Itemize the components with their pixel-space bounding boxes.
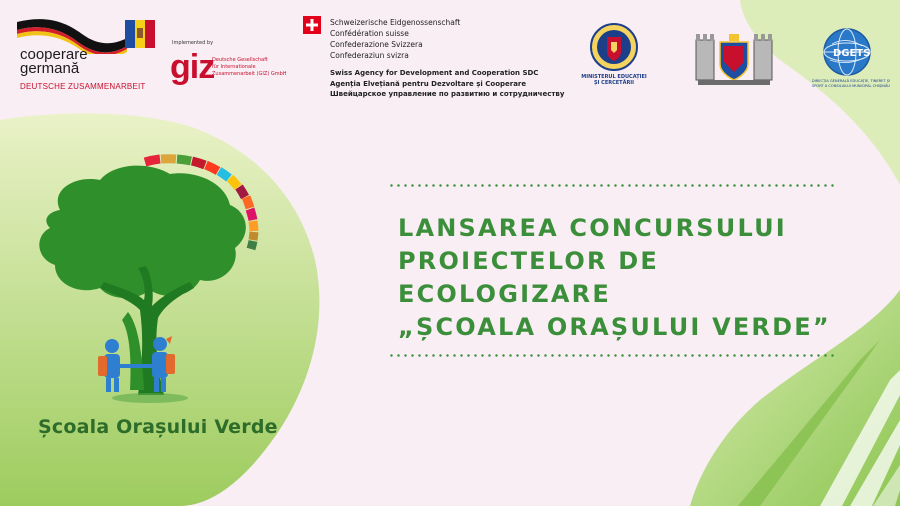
school-tree-logo [30,150,270,412]
cooperare-germana-wordmark: cooperare germană [20,46,88,77]
headline-line-3: ECOLOGIZARE [398,280,611,308]
headline-line-1: LANSAREA CONCURSULUI [398,214,787,242]
ministry-emblem-icon [590,22,638,72]
headline-line-2: PROIECTELOR DE [398,247,659,275]
dotted-divider-bottom [388,354,838,357]
swiss-cross-icon [303,16,321,34]
dotted-divider-top [388,184,838,187]
dgets-globe-emblem-icon [822,26,872,78]
ministry-label: MINISTERUL EDUCAȚIEI ȘI CERCETĂRII [581,74,647,86]
implemented-by-label: Implemented by [172,40,214,46]
dgets-label: DIRECȚIA GENERALĂ EDUCAȚIE, TINERET ȘI SPORT A CONSILIULUI MUNICIPAL CHIȘINĂU [811,79,891,88]
giz-logo: giz [170,48,215,86]
deutsche-zusammenarbeit-label: DEUTSCHE ZUSAMMENARBEIT [20,82,146,91]
swiss-agency-names: Swiss Agency for Development and Cooperation SDC Agenția Elvețiană pentru Dezvoltare și Cooperare Швейцарское управление по развитию и сотрудничеству [330,69,565,98]
headline-line-4: „ȘCOALA ORAȘULUI VERDE” [398,313,831,341]
chisinau-coat-of-arms-icon [694,30,774,86]
dgets-emblem-text: DGETS [833,48,871,59]
event-headline [398,212,868,344]
swiss-confederation-names: Schweizerische Eidgenossenschaft Confédération suisse Confederazione Svizzera Confederaziun svizra [330,18,461,60]
giz-description: Deutsche Gesellschaft für Internationale Zusammenarbeit (GIZ) GmbH [212,57,287,77]
school-logo-name: Școala Orașului Verde [38,416,278,438]
